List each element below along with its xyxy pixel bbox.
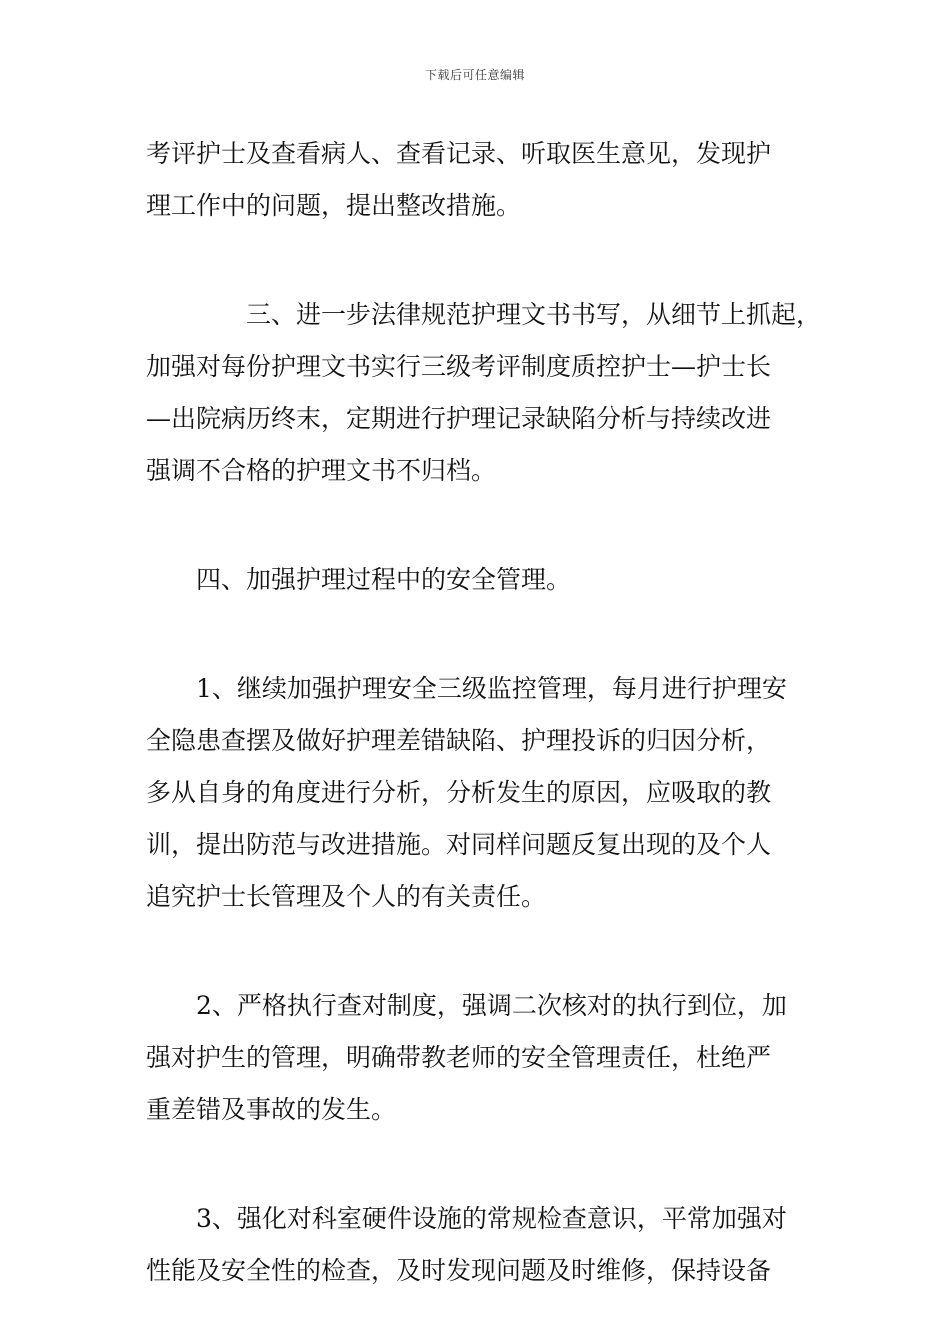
- paragraph-2: [146, 289, 822, 497]
- paragraph-line: 2、严格执行查对制度，强调二次核对的执行到位，加: [196, 991, 787, 1020]
- paragraph-line: 加强对每份护理文书实行三级考评制度质控护士—护士长: [146, 352, 772, 381]
- paragraph-6: [146, 1193, 810, 1297]
- paragraph-line: 重差错及事故的发生。: [146, 1095, 397, 1124]
- paragraph-line: 三、进一步法律规范护理文书书写，从细节上抓起，: [246, 300, 822, 329]
- paragraph-line: 性能及安全性的检查，及时发现问题及时维修，保持设备: [146, 1256, 772, 1285]
- paragraph-line: 多从自身的角度进行分析，分析发生的原因，应吸取的教: [146, 778, 772, 807]
- paragraph-5: [146, 980, 810, 1136]
- paragraph-line: 3、强化对科室硬件设施的常规检查意识，平常加强对: [196, 1204, 787, 1233]
- paragraph-line: 考评护士及查看病人、查看记录、听取医生意见，发现护: [146, 139, 772, 168]
- document-body: [146, 128, 822, 1297]
- paragraph-line: 训，提出防范与改进措施。对同样问题反复出现的及个人: [146, 830, 772, 859]
- paragraph-line: 强对护生的管理，明确带教老师的安全管理责任，杜绝严: [146, 1043, 772, 1072]
- paragraph-line: 四、加强护理过程中的安全管理。: [196, 565, 572, 594]
- paragraph-4: [146, 663, 810, 923]
- page-header-note: 下载后可任意编辑: [424, 68, 525, 82]
- paragraph-line: 追究护士长管理及个人的有关责任。: [146, 882, 547, 911]
- paragraph-line: 理工作中的问题，提出整改措施。: [146, 191, 522, 220]
- paragraph-line: 全隐患查摆及做好护理差错缺陷、护理投诉的归因分析，: [146, 726, 772, 755]
- paragraph-3: [146, 554, 810, 606]
- paragraph-line: 强调不合格的护理文书不归档。: [146, 456, 497, 485]
- paragraph-line: —出院病历终末，定期进行护理记录缺陷分析与持续改进: [146, 404, 772, 433]
- paragraph-line: 1、继续加强护理安全三级监控管理，每月进行护理安: [196, 674, 787, 703]
- paragraph-1: [146, 128, 810, 232]
